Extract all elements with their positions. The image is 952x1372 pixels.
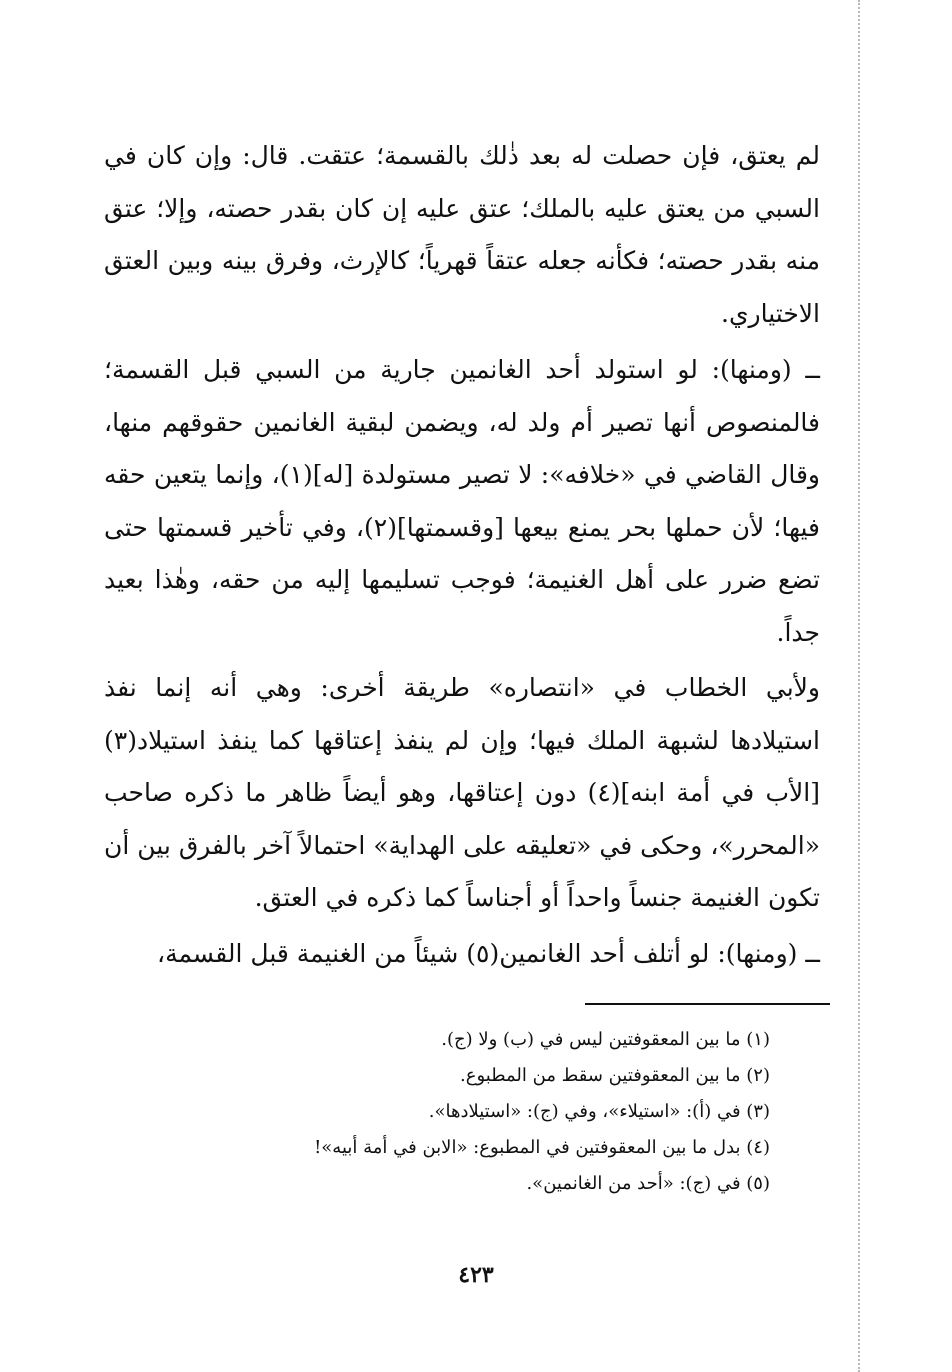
page-edge-line (858, 0, 860, 1372)
paragraph-3: ولأبي الخطاب في «انتصاره» طريقة أخرى: وهي أنه إنما نفذ استيلادها لشبهة الملك فيها؛ وإن لم ينفذ إعتاقها كما ينفذ استيلاد(٣) [الأب في أمة ابنه](٤) دون إعتاقها، وهو أيضاً ظاهر ما ذكره صاحب «المحرر»، وحكى في «تعليقه على الهداية» احتمالاً آخر بالفرق بين أن تكون الغنيمة جنساً واحداً أو أجناساً كما ذكره في العتق. (104, 673, 820, 912)
footnote-5: (٥) في (ج): «أحد من الغانمين». (526, 1173, 770, 1194)
footnote-3: (٣) في (أ): «استيلاء»، وفي (ج): «استيلادها». (428, 1101, 770, 1122)
page-number: ٤٢٣ (458, 1262, 494, 1288)
footnote-4: (٤) بدل ما بين المعقوفتين في المطبوع: «الابن في أمة أبيه»! (314, 1137, 770, 1158)
footnote-1: (١) ما بين المعقوفتين ليس في (ب) ولا (ج). (441, 1029, 770, 1050)
footnote-2: (٢) ما بين المعقوفتين سقط من المطبوع. (460, 1065, 770, 1086)
footnote-separator (585, 1003, 830, 1005)
paragraph-4: ــ (ومنها): لو أتلف أحد الغانمين(٥) شيئاً من الغنيمة قبل القسمة، (157, 939, 820, 968)
footnotes-list (300, 1022, 770, 1202)
paragraph-2: ــ (ومنها): لو استولد أحد الغانمين جارية من السبي قبل القسمة؛ فالمنصوص أنها تصير أم ولد له، ويضمن لبقية الغانمين حقوقهم منها، وقال القاضي في «خلافه»: لا تصير مستولدة [له](١)، وإنما يتعين حقه فيها؛ لأن حملها بحر يمنع بيعها [وقسمتها](٢)، وفي تأخير قسمتها حتى تضع ضرر على أهل الغنيمة؛ فوجب تسليمها إليه من حقه، وهٰذا بعيد جداً. (104, 355, 820, 647)
paragraph-1: لم يعتق، فإن حصلت له بعد ذٰلك بالقسمة؛ عتقت. قال: وإن كان في السبي من يعتق عليه بالملك؛ عتق عليه إن كان بقدر حصته، وإلا؛ عتق منه بقدر حصته؛ فكأنه جعله عتقاً قهرياً؛ كالإرث، وفرق بينه وبين العتق الاختياري. (104, 141, 820, 328)
